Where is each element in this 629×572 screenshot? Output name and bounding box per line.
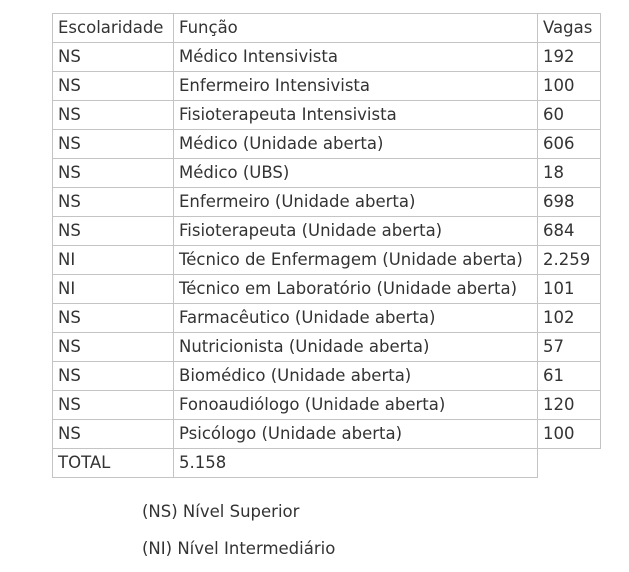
cell-funcao: Médico Intensivista — [174, 43, 538, 72]
cell-vagas: 101 — [538, 275, 601, 304]
table-row — [53, 275, 601, 304]
table-row — [53, 246, 601, 275]
table-row — [53, 43, 601, 72]
vagas-table — [52, 13, 601, 478]
cell-escolaridade: NI — [53, 275, 174, 304]
cell-funcao: Técnico em Laboratório (Unidade aberta) — [174, 275, 538, 304]
cell-vagas: 192 — [538, 43, 601, 72]
cell-escolaridade: NS — [53, 101, 174, 130]
cell-escolaridade: NS — [53, 420, 174, 449]
cell-funcao: Fisioterapeuta (Unidade aberta) — [174, 217, 538, 246]
table-row — [53, 333, 601, 362]
header-escolaridade: Escolaridade — [53, 14, 174, 43]
cell-funcao: Fisioterapeuta Intensivista — [174, 101, 538, 130]
cell-funcao: Nutricionista (Unidade aberta) — [174, 333, 538, 362]
cell-vagas: 120 — [538, 391, 601, 420]
cell-vagas: 100 — [538, 72, 601, 101]
cell-escolaridade: NS — [53, 333, 174, 362]
table-row — [53, 159, 601, 188]
cell-escolaridade: NI — [53, 246, 174, 275]
table-row — [53, 420, 601, 449]
cell-escolaridade: NS — [53, 130, 174, 159]
table-row — [53, 391, 601, 420]
total-value: 5.158 — [174, 449, 538, 478]
cell-funcao: Enfermeiro (Unidade aberta) — [174, 188, 538, 217]
cell-funcao: Farmacêutico (Unidade aberta) — [174, 304, 538, 333]
total-label: TOTAL — [53, 449, 174, 478]
cell-funcao: Fonoaudiólogo (Unidade aberta) — [174, 391, 538, 420]
cell-escolaridade: NS — [53, 188, 174, 217]
cell-vagas: 61 — [538, 362, 601, 391]
cell-escolaridade: NS — [53, 72, 174, 101]
total-row — [53, 449, 601, 478]
cell-vagas: 100 — [538, 420, 601, 449]
cell-funcao: Técnico de Enfermagem (Unidade aberta) — [174, 246, 538, 275]
header-vagas: Vagas — [538, 14, 601, 43]
cell-escolaridade: NS — [53, 362, 174, 391]
cell-vagas: 684 — [538, 217, 601, 246]
cell-vagas: 2.259 — [538, 246, 601, 275]
table-row — [53, 101, 601, 130]
total-empty-cell — [538, 449, 601, 478]
cell-escolaridade: NS — [53, 43, 174, 72]
cell-vagas: 57 — [538, 333, 601, 362]
cell-vagas: 102 — [538, 304, 601, 333]
cell-escolaridade: NS — [53, 217, 174, 246]
table-header-row — [53, 14, 601, 43]
cell-escolaridade: NS — [53, 159, 174, 188]
table-row — [53, 130, 601, 159]
cell-vagas: 18 — [538, 159, 601, 188]
cell-vagas: 698 — [538, 188, 601, 217]
cell-escolaridade: NS — [53, 391, 174, 420]
cell-escolaridade: NS — [53, 304, 174, 333]
table-row — [53, 217, 601, 246]
table-row — [53, 362, 601, 391]
cell-funcao: Enfermeiro Intensivista — [174, 72, 538, 101]
cell-vagas: 606 — [538, 130, 601, 159]
cell-vagas: 60 — [538, 101, 601, 130]
legend-nivel-superior: (NS) Nível Superior — [142, 502, 300, 521]
cell-funcao: Psicólogo (Unidade aberta) — [174, 420, 538, 449]
table-row — [53, 72, 601, 101]
cell-funcao: Médico (Unidade aberta) — [174, 130, 538, 159]
legend-nivel-intermediario: (NI) Nível Intermediário — [142, 539, 336, 558]
cell-funcao: Médico (UBS) — [174, 159, 538, 188]
table-row — [53, 188, 601, 217]
cell-funcao: Biomédico (Unidade aberta) — [174, 362, 538, 391]
header-funcao: Função — [174, 14, 538, 43]
table-row — [53, 304, 601, 333]
table-body — [53, 43, 601, 478]
